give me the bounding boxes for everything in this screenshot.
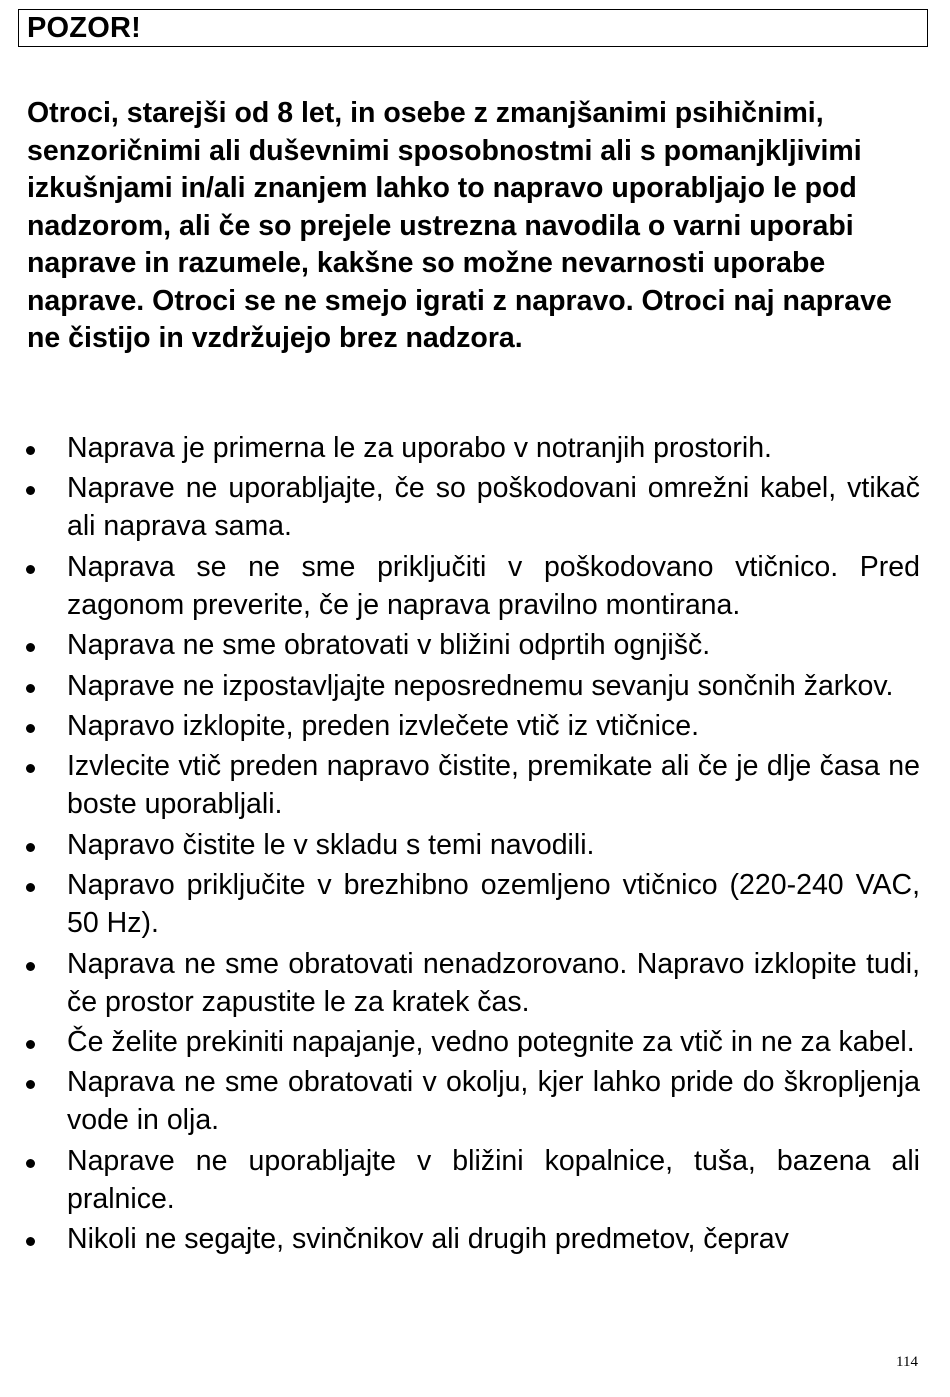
list-item xyxy=(0,1063,920,1139)
list-item-text: Nikoli ne segajte, svinčnikov ali drugih predmetov, čeprav xyxy=(67,1223,789,1256)
bullet-icon xyxy=(26,1237,35,1246)
list-item-text: Naprava ne sme obratovati nenadzorovano. Napravo izklopite tudi, če prostor zapustite le za kratek čas. xyxy=(67,947,920,1018)
list-item xyxy=(0,469,920,545)
bullet-icon xyxy=(26,1080,35,1089)
list-item xyxy=(0,945,920,1021)
list-item-text: Naprava ne sme obratovati v okolju, kjer lahko pride do škropljenja vode in olja. xyxy=(67,1066,920,1137)
list-item xyxy=(0,1023,920,1061)
list-item-text: Izvlecite vtič preden napravo čistite, premikate ali če je dlje časa ne boste uporabljali. xyxy=(67,750,920,821)
list-item-text: Naprava je primerna le za uporabo v notranjih prostorih. xyxy=(67,432,772,464)
list-item-text: Naprave ne uporabljajte, če so poškodovani omrežni kabel, vtikač ali naprava sama. xyxy=(67,472,920,543)
bullet-icon xyxy=(26,486,35,495)
bullet-icon xyxy=(26,684,35,693)
list-item-text: Naprave ne izpostavljajte neposrednemu sevanju sončnih žarkov. xyxy=(67,669,894,702)
warning-title: POZOR! xyxy=(27,11,141,44)
safety-instructions-list xyxy=(0,429,950,1260)
list-item xyxy=(0,747,920,823)
list-item-text: Če želite prekiniti napajanje, vedno potegnite za vtič in ne za kabel. xyxy=(67,1025,915,1058)
page-number: 114 xyxy=(896,1354,918,1370)
list-item-text: Napravo izklopite, preden izvlečete vtič iz vtičnice. xyxy=(67,709,700,742)
list-item xyxy=(0,866,920,942)
list-item xyxy=(0,707,920,745)
bullet-icon xyxy=(26,446,35,455)
bullet-icon xyxy=(26,962,35,971)
list-item xyxy=(0,429,920,467)
bullet-icon xyxy=(26,764,35,773)
bullet-icon xyxy=(26,1159,35,1168)
warning-paragraph: Otroci, starejši od 8 let, in osebe z zmanjšanimi psihičnimi, senzoričnimi ali duševnimi sposobnostmi ali s pomanjkljivimi izkušnjami in/ali znanjem lahko to napravo uporabljajo le pod nadzorom, ali če so prejele ustrezna navodila o varni uporabi naprave in razumele, kakšne so možne nevarnosti uporabe naprave. Otroci se ne smejo igrati z napravo. Otroci naj naprave ne čistijo in vzdržujejo brez nadzora. xyxy=(27,97,892,354)
list-item-text: Naprave ne uporabljajte v bližini kopalnice, tuša, bazena ali pralnice. xyxy=(67,1144,920,1215)
list-item xyxy=(0,1220,920,1258)
list-item xyxy=(0,667,920,705)
bullet-icon xyxy=(26,565,35,574)
list-item xyxy=(0,1142,920,1218)
list-item-text: Naprava ne sme obratovati v bližini odprtih ognjišč. xyxy=(67,629,711,662)
bullet-icon xyxy=(26,883,35,892)
list-item xyxy=(0,548,920,624)
list-item-text: Napravo čistite le v skladu s temi navodili. xyxy=(67,828,595,861)
list-item xyxy=(0,626,920,664)
list-item-text: Naprava se ne sme priključiti v poškodovano vtičnico. Pred zagonom preverite, če je naprava pravilno montirana. xyxy=(67,550,920,621)
warning-heading-box xyxy=(18,9,928,47)
bullet-icon xyxy=(26,724,35,733)
bullet-icon xyxy=(26,843,35,852)
bullet-icon xyxy=(26,1040,35,1049)
list-item-text: Napravo priključite v brezhibno ozemljeno vtičnico (220-240 VAC, 50 Hz). xyxy=(67,869,920,940)
list-item xyxy=(0,826,920,864)
bullet-icon xyxy=(26,643,35,652)
